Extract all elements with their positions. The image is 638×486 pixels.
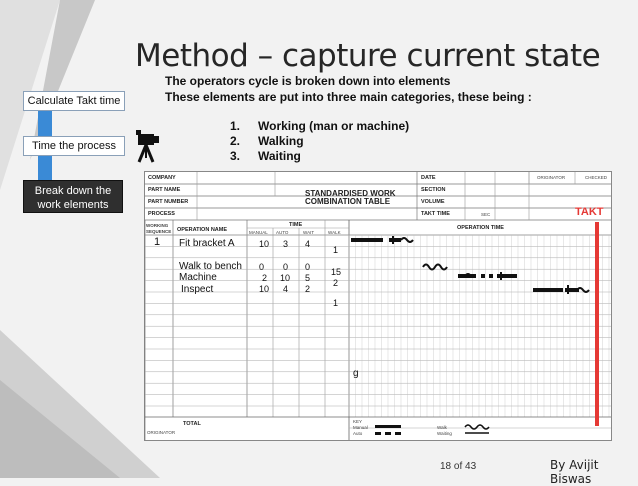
takt-time-line [595,222,599,426]
intro-line-1: The operators cycle is broken down into elements [165,74,451,88]
video-camera-icon [134,130,160,164]
label-operation-name: OPERATION NAME [177,227,228,233]
hw-sequence-number: 1 [154,236,161,248]
step-break-down-work-elements: Break down the work elements [23,180,123,213]
hw-row-4-auto: 4 [283,284,289,294]
hw-row-2-name: Walk to bench [179,261,242,272]
label-volume: VOLUME [421,199,445,205]
hw-row-2-wait: 0 [305,262,311,272]
form-title-line-2: COMBINATION TABLE [305,197,391,206]
label-working-sequence: WORKING SEQUENCE [146,223,172,234]
key-label: KEY [353,419,363,424]
key-auto-label: Auto [353,431,363,436]
hw-row-3-auto: 10 [280,273,291,283]
key-waiting-label: Waiting [437,431,452,436]
hw-row-1-name: Fit bracket A [179,238,235,249]
slide-title: Method – capture current state [135,38,601,74]
label-manual: MANUAL [249,230,268,235]
key-manual-label: Manual [353,425,368,430]
author-credit: By Avijit Biswas [550,458,599,486]
label-checked: CHECKED [585,175,608,180]
label-process: PROCESS [148,211,175,217]
row-2-walk-wave [423,265,447,270]
row-3-bar [458,272,517,280]
hw-row-3-name: Machine [179,272,217,283]
label-footer-originator: ORIGINATOR [147,430,176,435]
category-1-label: Working (man or machine) [258,119,410,133]
label-time: TIME [289,222,303,228]
label-takt-time: TAKT TIME [421,211,450,217]
hw-row-4-name: Inspect [181,284,214,295]
label-wait: WAIT [303,230,315,235]
hw-row-2-manual: 0 [259,262,265,272]
arrow-down-1 [38,110,52,136]
form-title-line-1: STANDARDISED WORK [305,189,396,198]
hw-row-3-manual: 2 [262,273,268,283]
label-auto: AUTO [276,230,289,235]
category-3-label: Waiting [258,149,301,163]
hw-row-1-manual: 10 [259,239,270,249]
label-walk: WALK [328,230,341,235]
label-originator: ORIGINATOR [537,175,566,180]
takt-marker-label: TAKT [575,206,604,218]
label-sec: SEC [481,212,491,217]
arrow-down-2 [38,155,52,180]
key-walk-label: Walk [437,425,447,430]
category-2-number: 2. [230,134,241,148]
hw-walk-3: 2 [333,278,339,288]
hw-stray-mark: g [353,368,359,379]
step-calculate-takt-time: Calculate Takt time [23,91,125,111]
hw-row-3-wait: 5 [305,273,311,283]
label-total: TOTAL [183,421,201,427]
label-operation-time: OPERATION TIME [457,225,504,231]
category-3-number: 3. [230,149,241,163]
hw-walk-4: 1 [333,298,339,308]
hw-row-1-auto: 3 [283,239,289,249]
row-1-bar [351,236,413,244]
combination-table-form [144,171,612,441]
hw-row-4-manual: 10 [259,284,270,294]
label-part-name: PART NAME [148,187,181,193]
step-time-the-process: Time the process [23,136,125,156]
intro-line-2: These elements are put into three main categories, these being : [165,90,532,104]
label-part-number: PART NUMBER [148,199,189,205]
timeline-marks [145,172,611,440]
category-2-label: Walking [258,134,304,148]
category-1-number: 1. [230,119,241,133]
hw-row-4-wait: 2 [305,284,311,294]
label-company: COMPANY [148,175,176,181]
page-indicator: 18 of 43 [440,461,477,472]
row-4-bar [533,285,589,294]
label-section: SECTION [421,187,446,193]
key-symbols [375,425,489,435]
hw-walk-2: 15 [331,267,342,277]
hw-row-1-wait: 4 [305,239,311,249]
label-date: DATE [421,175,436,181]
hw-row-2-auto: 0 [283,262,289,272]
hw-walk-1: 1 [333,245,339,255]
